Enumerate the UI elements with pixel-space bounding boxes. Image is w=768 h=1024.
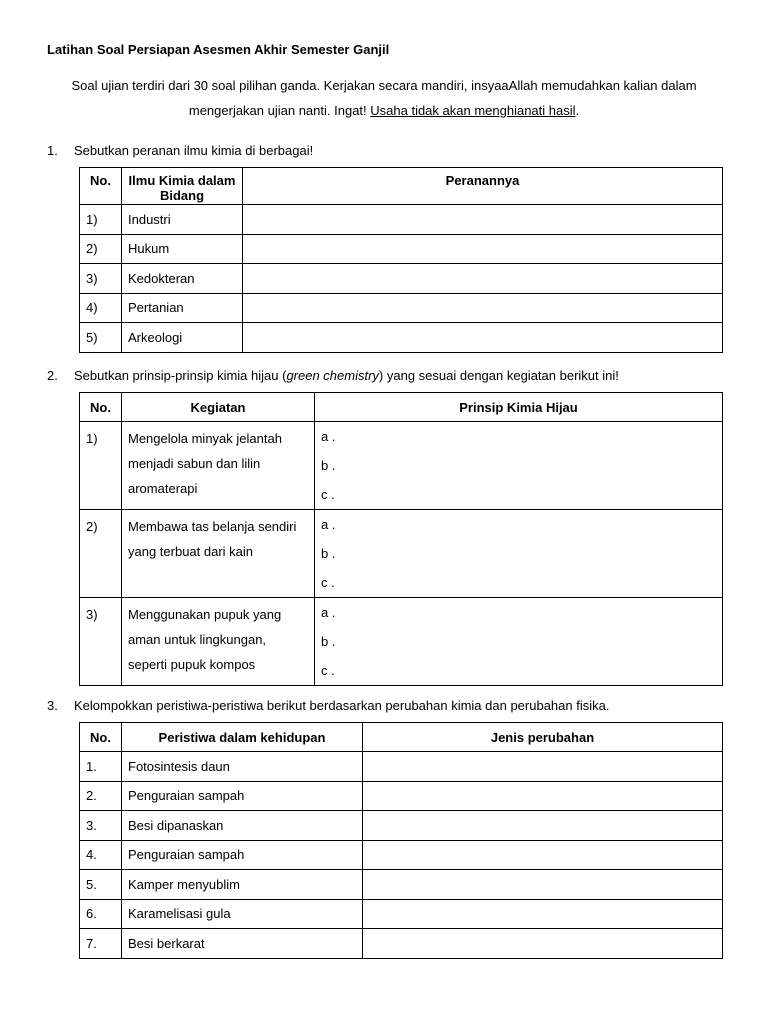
table-row xyxy=(80,870,723,900)
answer-cell[interactable] xyxy=(363,840,723,870)
answer-cell[interactable] xyxy=(243,264,723,294)
row-number: 5) xyxy=(80,323,122,353)
option-b: b . xyxy=(321,546,336,561)
row-number: 3) xyxy=(80,598,122,686)
option-c: c . xyxy=(321,575,335,590)
event-text: Penguraian sampah xyxy=(122,781,363,811)
header-field: Ilmu Kimia dalam Bidang xyxy=(122,168,243,205)
row-number: 2) xyxy=(80,510,122,598)
question-number: 2. xyxy=(47,368,58,383)
question-number: 3. xyxy=(47,698,58,713)
intro-line-2 xyxy=(0,103,768,118)
row-number: 4. xyxy=(80,840,122,870)
question-2 xyxy=(47,368,619,383)
option-a: a . xyxy=(321,517,336,532)
row-number: 3. xyxy=(80,811,122,841)
question-text-italic: green chemistry xyxy=(286,368,379,383)
intro-line-1: Soal ujian terdiri dari 30 soal pilihan ganda. Kerjakan secara mandiri, insyaaAllah memudahkan kalian dalam xyxy=(71,78,697,93)
option-a: a . xyxy=(321,429,336,444)
table-change-types xyxy=(79,722,723,959)
row-number: 2) xyxy=(80,234,122,264)
answer-cell[interactable] xyxy=(363,929,723,959)
row-number: 1. xyxy=(80,752,122,782)
table-row xyxy=(80,323,723,353)
header-activity: Kegiatan xyxy=(122,393,315,422)
table-row xyxy=(80,598,723,686)
header-no: No. xyxy=(80,393,122,422)
table-row xyxy=(80,510,723,598)
motto-underlined: Usaha tidak akan menghianati hasil xyxy=(370,103,576,118)
event-text: Karamelisasi gula xyxy=(122,899,363,929)
answer-cell[interactable] xyxy=(363,811,723,841)
question-3 xyxy=(47,698,609,713)
option-a: a . xyxy=(321,605,336,620)
table-header-row xyxy=(80,393,723,422)
question-text-after: ) yang sesuai dengan kegiatan berikut ini! xyxy=(378,368,619,383)
field-name: Industri xyxy=(122,205,243,235)
answer-cell[interactable] xyxy=(243,293,723,323)
table-row xyxy=(80,205,723,235)
question-1 xyxy=(47,143,313,158)
row-number: 5. xyxy=(80,870,122,900)
header-principle: Prinsip Kimia Hijau xyxy=(315,393,723,422)
table-row xyxy=(80,234,723,264)
row-number: 4) xyxy=(80,293,122,323)
event-text: Besi berkarat xyxy=(122,929,363,959)
table-chemistry-roles xyxy=(79,167,723,353)
header-no: No. xyxy=(80,168,122,205)
header-change-type: Jenis perubahan xyxy=(363,723,723,752)
table-header-row xyxy=(80,168,723,205)
row-number: 3) xyxy=(80,264,122,294)
event-text: Penguraian sampah xyxy=(122,840,363,870)
option-b: b . xyxy=(321,634,336,649)
table-row xyxy=(80,811,723,841)
activity-text: Mengelola minyak jelantah menjadi sabun dan lilin aromaterapi xyxy=(122,422,315,510)
answer-cell[interactable] xyxy=(363,899,723,929)
option-c: c . xyxy=(321,663,335,678)
row-number: 7. xyxy=(80,929,122,959)
table-row xyxy=(80,840,723,870)
table-row xyxy=(80,293,723,323)
event-text: Kamper menyublim xyxy=(122,870,363,900)
header-role: Peranannya xyxy=(243,168,723,205)
table-green-chemistry xyxy=(79,392,723,686)
activity-text: Menggunakan pupuk yang aman untuk lingkungan, seperti pupuk kompos xyxy=(122,598,315,686)
table-row xyxy=(80,899,723,929)
field-name: Pertanian xyxy=(122,293,243,323)
row-number: 6. xyxy=(80,899,122,929)
table-row xyxy=(80,264,723,294)
question-text: Kelompokkan peristiwa-peristiwa berikut berdasarkan perubahan kimia dan perubahan fisika. xyxy=(74,698,610,713)
answer-cell[interactable] xyxy=(315,598,723,686)
header-no: No. xyxy=(80,723,122,752)
table-row xyxy=(80,781,723,811)
answer-cell[interactable] xyxy=(315,422,723,510)
field-name: Arkeologi xyxy=(122,323,243,353)
table-row xyxy=(80,929,723,959)
event-text: Besi dipanaskan xyxy=(122,811,363,841)
option-c: c . xyxy=(321,487,335,502)
activity-text: Membawa tas belanja sendiri yang terbuat dari kain xyxy=(122,510,315,598)
row-number: 2. xyxy=(80,781,122,811)
question-number: 1. xyxy=(47,143,58,158)
header-event: Peristiwa dalam kehidupan xyxy=(122,723,363,752)
answer-cell[interactable] xyxy=(243,205,723,235)
answer-cell[interactable] xyxy=(363,781,723,811)
intro-line-2-prefix: mengerjakan ujian nanti. Ingat! xyxy=(188,103,371,118)
table-row xyxy=(80,752,723,782)
page-title: Latihan Soal Persiapan Asesmen Akhir Semester Ganjil xyxy=(47,42,390,57)
option-b: b . xyxy=(321,458,336,473)
field-name: Hukum xyxy=(122,234,243,264)
intro-line-2-suffix: . xyxy=(575,103,580,118)
question-text: Sebutkan peranan ilmu kimia di berbagai! xyxy=(74,143,314,158)
table-header-row xyxy=(80,723,723,752)
row-number: 1) xyxy=(80,422,122,510)
answer-cell[interactable] xyxy=(363,752,723,782)
field-name: Kedokteran xyxy=(122,264,243,294)
table-row xyxy=(80,422,723,510)
question-text-before: Sebutkan prinsip-prinsip kimia hijau ( xyxy=(74,368,287,383)
answer-cell[interactable] xyxy=(363,870,723,900)
answer-cell[interactable] xyxy=(315,510,723,598)
event-text: Fotosintesis daun xyxy=(122,752,363,782)
row-number: 1) xyxy=(80,205,122,235)
answer-cell[interactable] xyxy=(243,234,723,264)
answer-cell[interactable] xyxy=(243,323,723,353)
